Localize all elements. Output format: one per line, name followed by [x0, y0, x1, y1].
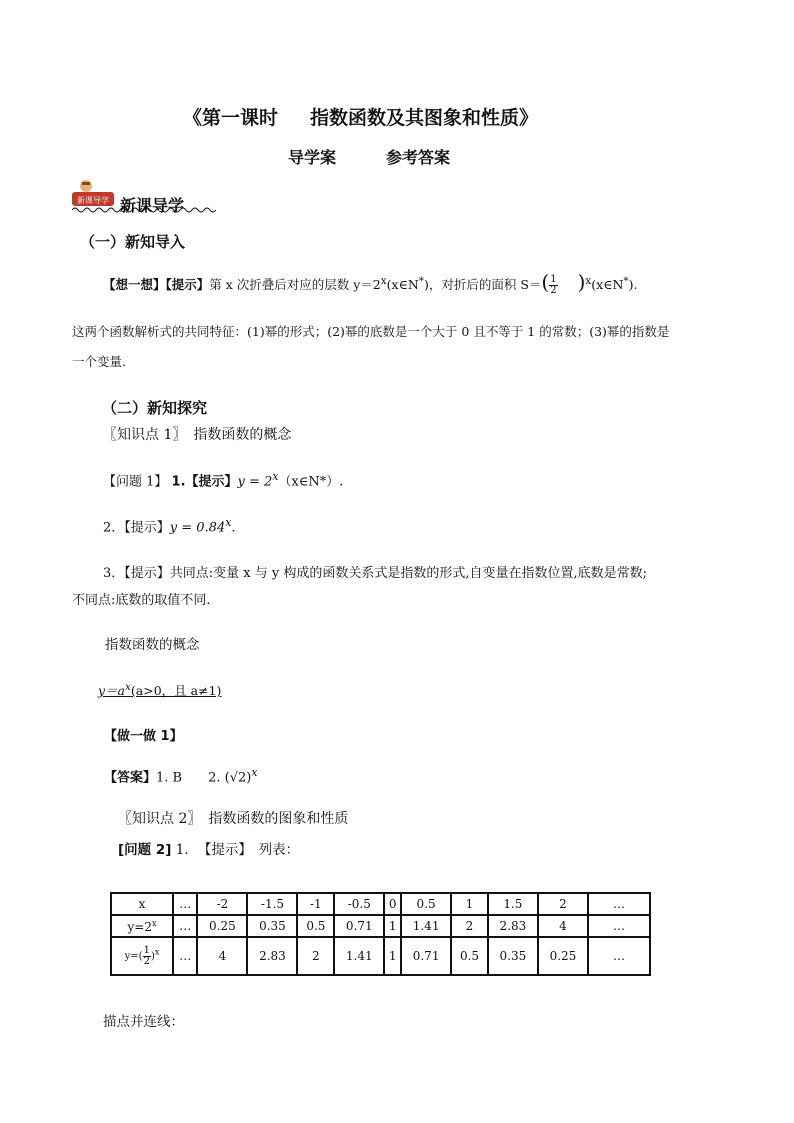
row-label-x: x: [111, 893, 173, 915]
subtitle-left: 导学案: [288, 148, 337, 167]
table-cell: 0.5: [451, 937, 488, 975]
table-cell: 1: [384, 937, 401, 975]
table-row-x: [111, 893, 650, 915]
table-cell: 1: [384, 915, 401, 937]
question-2-line: 2．【提示】$y = 0.84^x$.: [103, 516, 236, 536]
question-3-line-1: 3．【提示】共同点:变量 x 与 y 构成的函数关系式是指数的形式,自变量在指数位置,底数是常数;: [103, 566, 648, 581]
title-left: 《第一课时: [183, 107, 279, 129]
table-cell: 2.83: [488, 915, 538, 937]
page-title: [183, 103, 538, 130]
table-cell: 0: [384, 893, 401, 915]
table-cell: …: [588, 937, 650, 975]
table-cell: 0.5: [297, 915, 334, 937]
table-cell: 0.71: [401, 937, 451, 975]
table-cell: 0.25: [197, 915, 247, 937]
table-cell: …: [173, 893, 197, 915]
row-label-half-x: y=( $\frac{1}{2}$ )$^x$: [111, 937, 173, 975]
concept-heading: 指数函数的概念: [105, 637, 200, 653]
table-cell: 2: [451, 915, 488, 937]
wavy-underline: [72, 206, 216, 214]
answer-line: 【答案】1. B 2. $(√2)^x$: [104, 766, 258, 786]
question-2-heading: [问题 2] 1． 【提示】 列表：: [118, 842, 300, 858]
values-table: [110, 892, 651, 976]
part1-heading: （一）新知导入: [80, 233, 186, 251]
question-1-line: 【问题 1】 1.【提示】$y = 2^x(x\in N*)$.: [103, 470, 344, 490]
table-cell: …: [588, 893, 650, 915]
table-cell: 0.25: [538, 937, 588, 975]
table-cell: 1.5: [488, 893, 538, 915]
table-row-half-x: [111, 937, 650, 975]
knowledge-point-2: 〖知识点 2〗 指数函数的图象和性质: [118, 811, 349, 827]
table-cell: 0.5: [401, 893, 451, 915]
table-cell: 2: [297, 937, 334, 975]
table-cell: 1.41: [401, 915, 451, 937]
subtitle-right: 参考答案: [386, 148, 451, 167]
table-cell: -1.5: [247, 893, 297, 915]
table-cell: …: [173, 915, 197, 937]
table-cell: 1: [451, 893, 488, 915]
row-label-2x: $y=2^x$: [111, 915, 173, 937]
knowledge-point-1: 〖知识点 1〗 指数函数的概念: [103, 427, 292, 443]
fraction-half: $\frac{1}{2}$: [550, 274, 557, 296]
think-tags: 【想一想】【提示】: [103, 277, 210, 292]
title-right: 指数函数及其图象和性质》: [310, 107, 539, 129]
table-cell: -2: [197, 893, 247, 915]
table-cell: …: [588, 915, 650, 937]
page-subtitle: [288, 145, 450, 168]
common-line-1: 这两个函数解析式的共同特征：(1)幂的形式；(2)幂的底数是一个大于 0 且不等于 1 的常数；(3)幂的指数是: [72, 324, 670, 339]
table-cell: 0.35: [488, 937, 538, 975]
table-cell: 2.83: [247, 937, 297, 975]
question-3-line-2: 不同点:底数的取值不同.: [72, 593, 211, 608]
table-cell: -0.5: [334, 893, 384, 915]
table-cell: 4: [197, 937, 247, 975]
section-heading: 新课导学: [120, 196, 185, 215]
part2-heading: （二）新知探究: [102, 399, 208, 417]
table-cell: 2: [538, 893, 588, 915]
plot-instruction: 描点并连线：: [103, 1014, 184, 1030]
table-cell: -1: [297, 893, 334, 915]
svg-text:新课导学: 新课导学: [77, 196, 109, 205]
try-heading: 【做一做 1】: [104, 729, 183, 744]
table-cell: 0.71: [334, 915, 384, 937]
table-cell: 0.35: [247, 915, 297, 937]
think-line: 【想一想】【提示】第 x 次折叠后对应的层数 $y=2^x(x\in N^*)$，对折后的面积 S＝( $\frac{1}{2}$ )$^x$(x∈N*).: [103, 270, 638, 296]
table-cell: …: [173, 937, 197, 975]
table-cell: 1.41: [334, 937, 384, 975]
common-line-2: 一个变量.: [72, 354, 126, 369]
table-cell: 4: [538, 915, 588, 937]
table-row-2x: [111, 915, 650, 937]
concept-formula: $y=a^x(a>0$，且 a≠1): [98, 681, 222, 699]
